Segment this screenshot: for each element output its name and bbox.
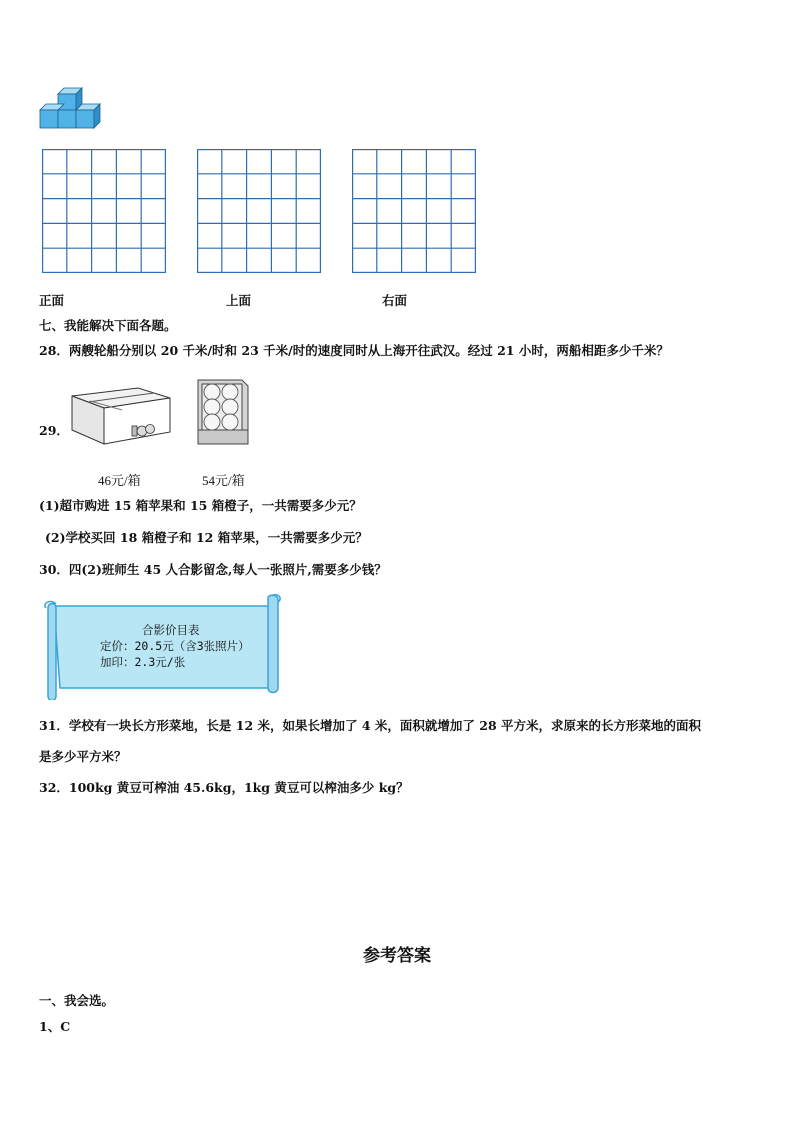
orange-price: 54元/箱 <box>202 473 245 488</box>
right-view-label: 右面 <box>382 293 408 308</box>
price-list-line-1: 定价：20.5元（含3张照片） <box>100 639 250 653</box>
grid-top-view <box>197 149 321 273</box>
orange-box-image <box>196 378 250 448</box>
price-list-line-2: 加印：2.3元/张 <box>100 655 186 669</box>
price-list-title: 合影价目表 <box>142 623 200 637</box>
question-30: 30．四(2)班师生 45 人合影留念,每人一张照片,需要多少钱？ <box>39 562 387 577</box>
section-7-heading: 七、我能解决下面各题。 <box>39 318 177 333</box>
question-29-part-2: (2)学校买回 18 箱橙子和 12 箱苹果，一共需要多少元？ <box>45 530 368 545</box>
question-29-part-1: (1)超市购进 15 箱苹果和 15 箱橙子，一共需要多少元？ <box>39 498 362 513</box>
front-view-label: 正面 <box>39 293 65 308</box>
cube-arrangement-figure <box>38 86 108 132</box>
question-28: 28．两艘轮船分别以 20 千米/时和 23 千米/时的速度同时从上海开往武汉。经过 21 小时，两船相距多少千米？ <box>39 343 669 358</box>
apple-price: 46元/箱 <box>98 473 141 488</box>
grid-front-view <box>42 149 166 273</box>
question-29-number: 29． <box>39 423 69 438</box>
answers-section-1: 一、我会选。 <box>39 993 115 1008</box>
apple-box-image <box>68 384 174 448</box>
question-31-line-1: 31．学校有一块长方形菜地，长是 12 米，如果长增加了 4 米，面积就增加了 28 平方米，求原来的长方形菜地的面积 <box>39 718 701 733</box>
question-32: 32．100kg 黄豆可榨油 45.6kg，1kg 黄豆可以榨油多少 kg？ <box>39 780 409 795</box>
grid-right-view <box>352 149 476 273</box>
answers-title: 参考答案 <box>363 946 431 966</box>
answer-1: 1、C <box>39 1019 71 1034</box>
top-view-label: 上面 <box>226 293 252 308</box>
question-31-line-2: 是多少平方米？ <box>39 749 127 764</box>
